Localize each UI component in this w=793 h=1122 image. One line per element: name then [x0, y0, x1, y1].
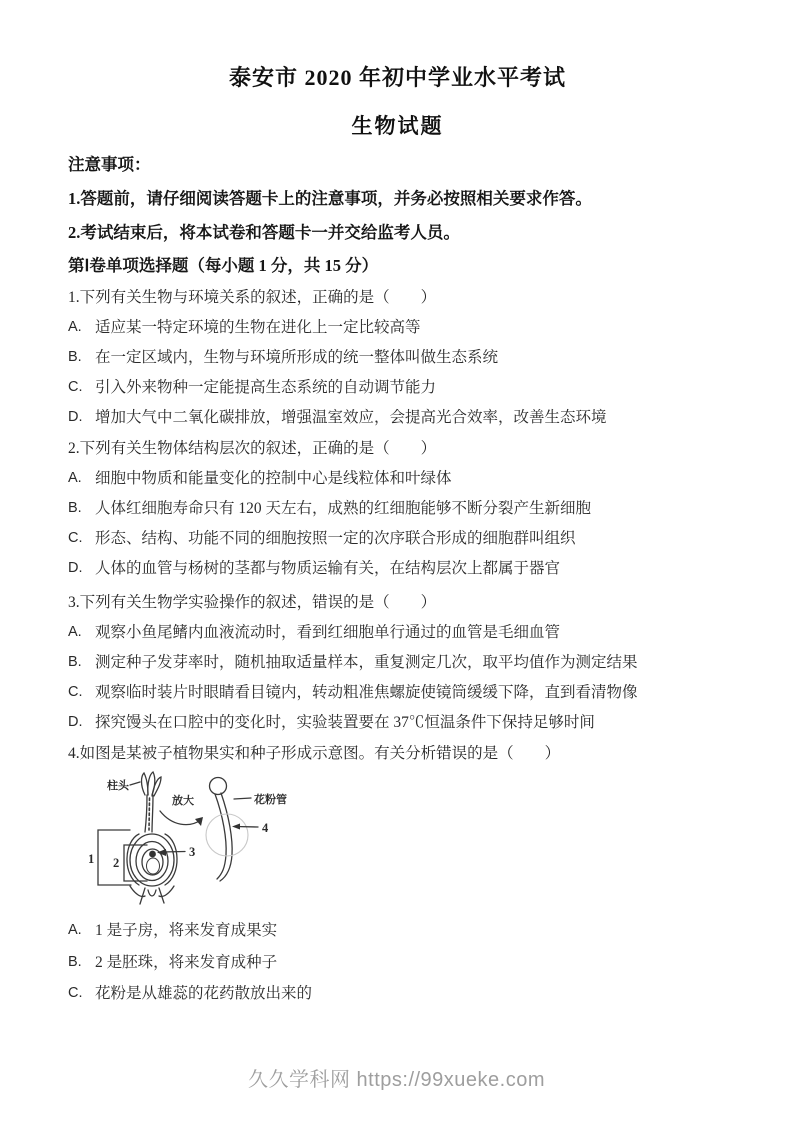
figure-label-stigma: 柱头: [107, 780, 129, 792]
option-label: A.: [68, 319, 82, 335]
pollen-grain: [210, 778, 227, 795]
question-2-option-b: [68, 498, 727, 519]
question-1-option-a: [68, 317, 727, 338]
option-text: 引入外来物种一定能提高生态系统的自动调节能力: [95, 379, 437, 396]
question-2-option-a: [68, 468, 727, 489]
figure-num-3: 3: [189, 845, 196, 859]
receptacle: [148, 890, 156, 896]
doc-title: 泰安市 2020 年初中学业水平考试: [228, 65, 566, 90]
figure-num-1: 1: [88, 852, 95, 866]
figure-num-2: 2: [113, 856, 120, 870]
option-label: D.: [68, 560, 83, 576]
style-wall: [145, 795, 147, 832]
doc-subtitle: 生物试题: [351, 114, 444, 138]
question-1-option-c: [68, 377, 727, 398]
question-2-stem: 2.下列有关生物体结构层次的叙述，正确的是（ ）: [68, 440, 437, 457]
option-text: 1 是子房，将来发育成果实: [95, 922, 278, 939]
option-label: B.: [68, 500, 82, 516]
question-1: [68, 287, 727, 428]
option-label: A.: [68, 624, 82, 640]
notice-heading: 注意事项：: [68, 155, 151, 174]
option-label: C.: [68, 985, 83, 1001]
option-text: 测定种子发芽率时，随机抽取适量样本，重复测定几次，取平均值作为测定结果: [95, 654, 638, 671]
option-label: D.: [68, 714, 83, 730]
option-label: A.: [68, 922, 82, 938]
question-4-option-b: [68, 952, 727, 973]
option-label: B.: [68, 954, 82, 970]
pollen-tube-in-style: [149, 798, 150, 830]
option-text: 观察小鱼尾鳍内血液流动时，看到红细胞单行通过的血管是毛细血管: [95, 624, 561, 641]
figure-label-pollen-tube: 花粉管: [254, 794, 287, 806]
option-label: D.: [68, 409, 83, 425]
pollen-tube-wall: [215, 794, 226, 879]
pollen-tube-label-line: [234, 798, 251, 799]
question-3-option-c: [68, 682, 727, 703]
question-4-option-a: [68, 920, 727, 941]
stigma-lobe: [152, 777, 161, 796]
option-text: 增加大气中二氧化碳排放，增强温室效应，会提高光合效率，改善生态环境: [95, 409, 607, 426]
watermark: 久久学科网 https://99xueke.com: [247, 1069, 546, 1091]
question-4-option-c: [68, 983, 727, 1004]
question-3-option-a: [68, 622, 727, 643]
option-label: C.: [68, 379, 83, 395]
notice-line-2: 2.考试结束后，将本试卷和答题卡一并交给监考人员。: [68, 223, 460, 242]
option-text: 探究馒头在口腔中的变化时，实验装置要在 37℃恒温条件下保持足够时间: [95, 714, 595, 731]
option-text: 2 是胚珠，将来发育成种子: [95, 954, 278, 971]
option-text: 花粉是从雄蕊的花药散放出来的: [95, 985, 313, 1002]
question-1-option-d: [68, 407, 727, 428]
stigma-label-line: [130, 782, 140, 785]
question-2: [68, 438, 727, 579]
arrow-4-head: [232, 824, 240, 830]
option-label: B.: [68, 654, 82, 670]
magnify-arrow-head: [195, 817, 203, 826]
option-text: 在一定区域内，生物与环境所形成的统一整体叫做生态系统: [95, 349, 499, 366]
ovule-sac: [147, 858, 160, 874]
question-2-option-c: [68, 528, 727, 549]
option-label: C.: [68, 530, 83, 546]
ovule-dot: [149, 851, 156, 858]
option-text: 观察临时装片时眼睛看目镜内，转动粗准焦螺旋使镜筒缓缓下降，直到看清物像: [95, 684, 638, 701]
question-2-option-d: [68, 558, 727, 579]
question-4: [68, 743, 727, 1004]
stigma-lobe: [142, 773, 149, 795]
option-label: C.: [68, 684, 83, 700]
notice-line-1: 1.答题前，请仔细阅读答题卡上的注意事项，并务必按照相关要求作答。: [68, 189, 592, 208]
figure-num-4: 4: [262, 821, 269, 835]
option-label: B.: [68, 349, 82, 365]
flower-pistil-svg: [82, 771, 322, 911]
section-heading: 第Ⅰ卷单项选择题（每小题 1 分，共 15 分）: [68, 256, 379, 275]
question-4-stem: 4.如图是某被子植物果实和种子形成示意图。有关分析错误的是（ ）: [68, 745, 561, 762]
stigma-lobe: [148, 772, 155, 795]
option-text: 人体红细胞寿命只有 120 天左右，成熟的红细胞能够不断分裂产生新细胞: [95, 500, 592, 517]
question-3: [68, 592, 727, 733]
flower-pistil-figure: [82, 771, 322, 911]
pedicel-line: [159, 888, 164, 903]
question-1-option-b: [68, 347, 727, 368]
question-3-option-d: [68, 712, 727, 733]
option-text: 形态、结构、功能不同的细胞按照一定的次序联合形成的细胞群叫组织: [95, 530, 576, 547]
ovule-outline-faint: [206, 814, 248, 856]
figure-label-magnify: 放大: [172, 795, 194, 807]
question-3-stem: 3.下列有关生物学实验操作的叙述，错误的是（ ）: [68, 594, 437, 611]
question-3-option-b: [68, 652, 727, 673]
option-text: 适应某一特定环境的生物在进化上一定比较高等: [95, 319, 421, 336]
magnify-arrow: [160, 811, 201, 825]
option-text: 人体的血管与杨树的茎都与物质运输有关，在结构层次上都属于器官: [95, 560, 561, 577]
option-label: A.: [68, 470, 82, 486]
option-text: 细胞中物质和能量变化的控制中心是线粒体和叶绿体: [95, 470, 452, 487]
style-wall: [152, 795, 153, 832]
question-1-stem: 1.下列有关生物与环境关系的叙述，正确的是（ ）: [68, 289, 437, 306]
